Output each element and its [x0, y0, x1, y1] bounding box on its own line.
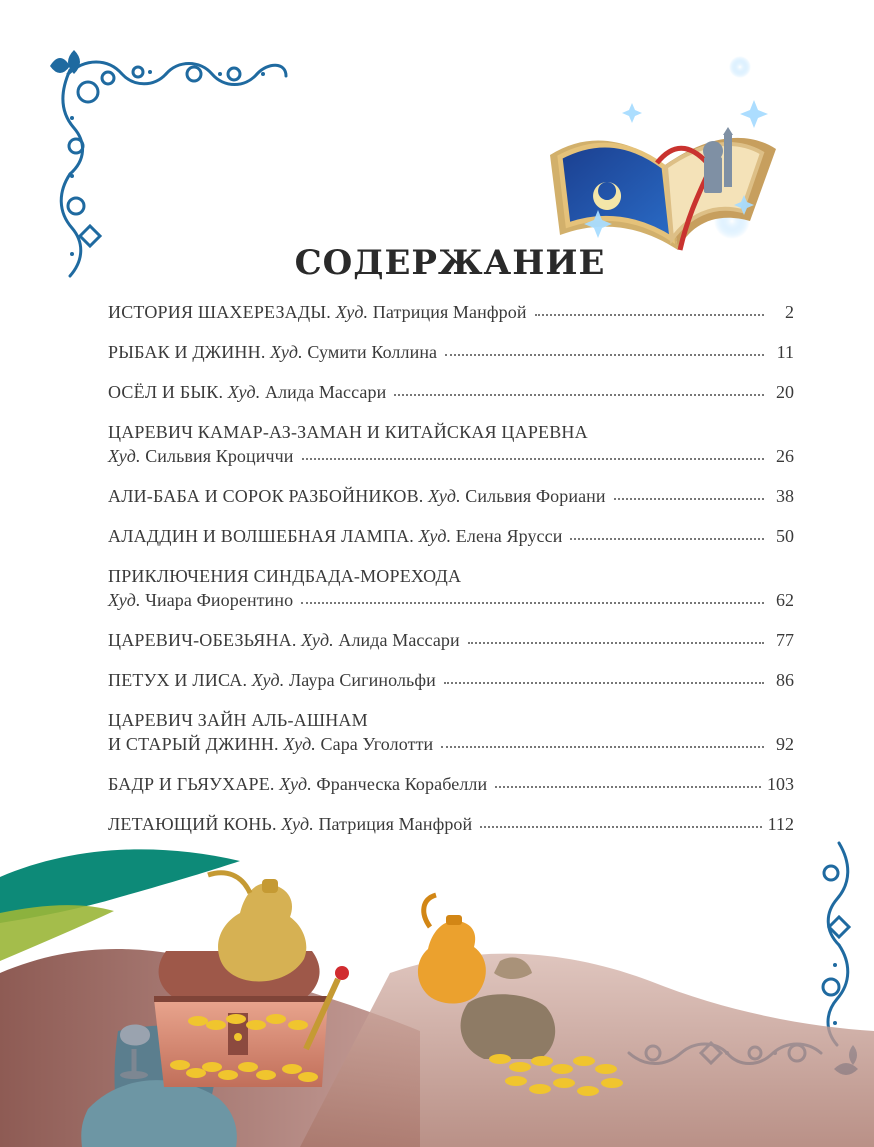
- toc-entry-title: БАДР И ГЬЯУХАРЕ.: [108, 774, 275, 794]
- toc-entry[interactable]: [108, 812, 794, 836]
- toc-entry-title-continued: И СТАРЫЙ ДЖИНН.: [108, 734, 279, 754]
- toc-entry[interactable]: [108, 484, 794, 508]
- toc-entry-author-name: Елена Ярусси: [455, 526, 563, 546]
- toc-entry-author-prefix: Худ.: [227, 382, 261, 402]
- toc-entry-author-prefix: Худ.: [418, 526, 452, 546]
- toc-dot-leader: [441, 746, 764, 748]
- toc-entry-title: ЦАРЕВИЧ-ОБЕЗЬЯНА.: [108, 630, 297, 650]
- toc-entry-author-prefix: Худ.: [108, 446, 141, 466]
- toc-entry-title: ЦАРЕВИЧ КАМАР-АЗ-ЗАМАН И КИТАЙСКАЯ ЦАРЕВНА: [108, 422, 588, 442]
- decorative-corner-top-left: [50, 50, 300, 290]
- toc-dot-leader: [495, 786, 761, 788]
- toc-entry-title: РЫБАК И ДЖИНН.: [108, 342, 266, 362]
- toc-entry-author-name: Чиара Фиорентино: [145, 590, 294, 610]
- toc-entry-title: АЛИ-БАБА И СОРОК РАЗБОЙНИКОВ.: [108, 486, 424, 506]
- toc-dot-leader: [444, 682, 764, 684]
- toc-entry-author-name: Сумити Коллина: [307, 342, 438, 362]
- toc-entry-author: [297, 628, 460, 652]
- toc-dot-leader: [570, 538, 764, 540]
- toc-dot-leader: [301, 602, 764, 604]
- toc-entry-author-name: Сара Уголотти: [320, 734, 434, 754]
- toc-entry-author-name: Сильвия Фориани: [465, 486, 606, 506]
- toc-entry-author-prefix: Худ.: [270, 342, 303, 362]
- toc-entry-author-prefix: Худ.: [335, 302, 369, 322]
- toc-page-number: 86: [776, 670, 794, 690]
- toc-page-number: 26: [776, 446, 794, 466]
- toc-entry[interactable]: [108, 420, 794, 468]
- toc-entry-author: [108, 588, 293, 612]
- toc-entry-author: [277, 812, 473, 836]
- toc-entry-author: [423, 484, 605, 508]
- bottom-treasure-illustration: [0, 835, 874, 1147]
- toc-entry[interactable]: [108, 628, 794, 652]
- page-title: СОДЕРЖАНИЕ: [294, 243, 606, 283]
- toc-page-number: 103: [767, 774, 794, 794]
- toc-entry-author-name: Алида Массари: [264, 382, 387, 402]
- toc-entry-author-prefix: Худ.: [108, 590, 141, 610]
- toc-dot-leader: [302, 458, 764, 460]
- toc-entry-author: [266, 340, 438, 364]
- toc-entry-title: ПЕТУХ И ЛИСА.: [108, 670, 248, 690]
- toc-page-number: 50: [776, 526, 794, 546]
- toc-entry-author-name: Франческа Корабелли: [316, 774, 488, 794]
- toc-entry-author-name: Патриция Манфрой: [372, 302, 527, 322]
- toc-entry-author-prefix: Худ.: [301, 630, 334, 650]
- toc-entry-author-prefix: Худ.: [281, 814, 314, 834]
- toc-page-number: 62: [776, 590, 794, 610]
- toc-entry[interactable]: [108, 668, 794, 692]
- toc-entry-author-prefix: Худ.: [279, 774, 312, 794]
- toc-entry-title: ИСТОРИЯ ШАХЕРЕЗАДЫ.: [108, 302, 331, 322]
- toc-entry[interactable]: [108, 300, 794, 324]
- toc-entry-title: АЛАДДИН И ВОЛШЕБНАЯ ЛАМПА.: [108, 526, 414, 546]
- toc-dot-leader: [445, 354, 764, 356]
- toc-page-number: 2: [785, 302, 794, 322]
- toc-page-number: 38: [776, 486, 794, 506]
- toc-page-number: 11: [776, 342, 794, 362]
- toc-page-number: 112: [767, 814, 794, 834]
- treasure-scene-icon: [0, 835, 874, 1147]
- open-book-illustration: [540, 45, 790, 265]
- toc-entry[interactable]: [108, 564, 794, 612]
- toc-page-number: 77: [776, 630, 794, 650]
- toc-entry-author-name: Алида Массари: [338, 630, 460, 650]
- toc-entry[interactable]: [108, 708, 794, 756]
- toc-page-number: 20: [776, 382, 794, 402]
- toc-entry-author-prefix: Худ.: [428, 486, 461, 506]
- toc-entry[interactable]: [108, 340, 794, 364]
- toc-dot-leader: [480, 826, 761, 828]
- toc-entry-author-name: Патриция Манфрой: [318, 814, 473, 834]
- toc-entry-title: ЛЕТАЮЩИЙ КОНЬ.: [108, 814, 277, 834]
- table-of-contents: [108, 300, 794, 852]
- toc-dot-leader: [535, 314, 764, 316]
- toc-entry-author: [108, 444, 294, 468]
- toc-entry-title: ОСЁЛ И БЫК.: [108, 382, 224, 402]
- toc-entry[interactable]: [108, 772, 794, 796]
- toc-dot-leader: [614, 498, 764, 500]
- toc-dot-leader: [394, 394, 764, 396]
- toc-entry-author-name: Сильвия Кроциччи: [145, 446, 294, 466]
- toc-entry[interactable]: [108, 380, 794, 404]
- toc-entry-author: [223, 380, 386, 404]
- toc-entry-author: [331, 300, 527, 324]
- toc-entry-title: ЦАРЕВИЧ ЗАЙН АЛЬ-АШНАМ: [108, 710, 368, 730]
- toc-entry-title: ПРИКЛЮЧЕНИЯ СИНДБАДА-МОРЕХОДА: [108, 566, 462, 586]
- toc-dot-leader: [468, 642, 764, 644]
- toc-entry-author-prefix: Худ.: [251, 670, 285, 690]
- toc-entry-author: [414, 524, 562, 548]
- toc-page-number: 92: [776, 734, 794, 754]
- toc-entry-author-prefix: Худ.: [283, 734, 316, 754]
- toc-entry-author-name: Лаура Сигинольфи: [288, 670, 436, 690]
- toc-entry-author: [279, 732, 434, 756]
- toc-entry-author: [275, 772, 488, 796]
- toc-entry-author: [247, 668, 436, 692]
- toc-entry[interactable]: [108, 524, 794, 548]
